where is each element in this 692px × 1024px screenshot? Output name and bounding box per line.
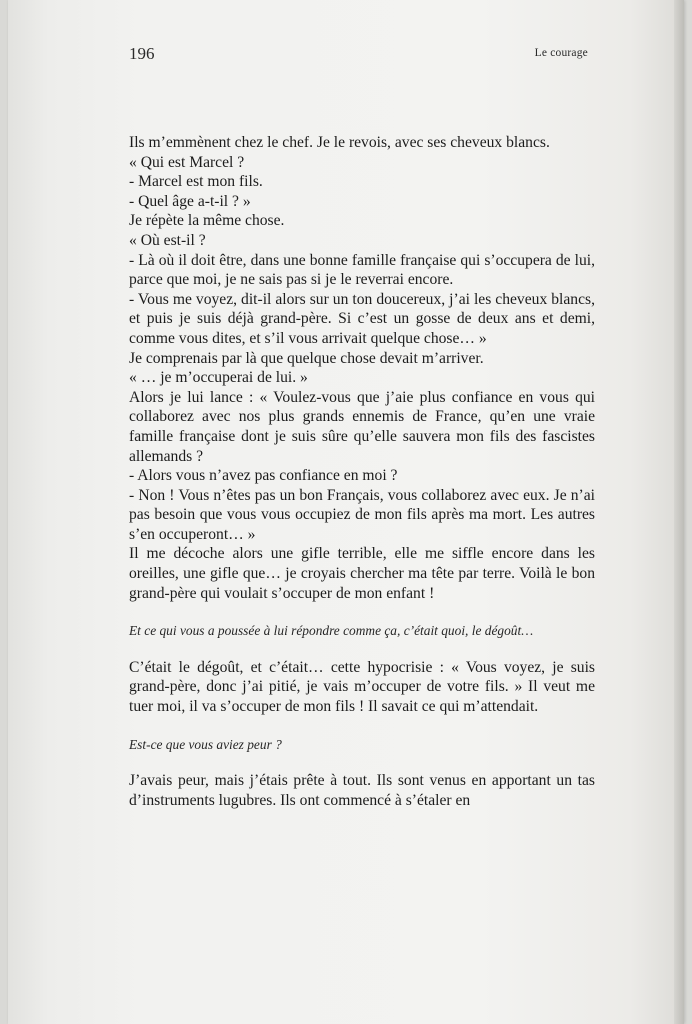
page-header [8,44,684,68]
dialogue-line: - Alors vous n’avez pas confiance en moi ? [129,467,398,485]
dialogue-line: « … je m’occuperai de lui. » [129,369,308,387]
dialogue-line: « Où est-il ? [129,231,206,249]
paragraph: Je comprenais par là que quelque chose devait m’arriver. [129,349,484,367]
paragraph: J’avais peur, mais j’étais prête à tout. Ils sont venus en apportant un tas d’instruments lugubres. Ils ont commencé à s’étaler en [129,772,595,809]
dialogue-line: - Marcel est mon fils. [129,173,263,191]
body-text [129,133,595,810]
paragraph: C’était le dégoût, et c’était… cette hypocrisie : « Vous voyez, je suis grand-père, donc j’ai pitié, je vais m’occuper de votre fils. » Il veut me tuer moi, il va s’occuper de mon fils ! Il savait ce qui m’attendait. [129,658,595,715]
page-edge [674,0,684,1024]
dialogue-line: - Vous me voyez, dit-il alors sur un ton doucereux, j’ai les cheveux blancs, et puis je suis déjà grand-père. Si c’est un gosse de deux ans et demi, comme vous dites, et s’il vous arrivait quelque chose… » [129,290,595,347]
dialogue-line: - Quel âge a-t-il ? » [129,192,251,210]
dialogue-line: « Qui est Marcel ? [129,153,245,171]
page-number: 196 [129,44,155,63]
paragraph: Je répète la même chose. [129,212,285,230]
book-page [8,0,684,1024]
paragraph: Il me décoche alors une gifle terrible, elle me siffle encore dans les oreilles, une gifle que… je croyais chercher ma tête par terre. Voilà le bon grand-père qui voulait s’occuper de mon enfant ! [129,545,595,602]
interviewer-question: Est-ce que vous aviez peur ? [129,736,282,752]
paragraph: Alors je lui lance : « Voulez-vous que j’aie plus confiance en vous qui collaborez avec nos plus grands ennemis de France, qu’en une vraie famille française dont je suis sûre qu’elle sauvera mon fils des fascistes allemands ? [129,388,595,465]
dialogue-line: - Là où il doit être, dans une bonne famille française qui s’occupera de lui, parce que moi, je ne sais pas si je le reverrai encore. [129,251,595,289]
paragraph: Ils m’emmènent chez le chef. Je le revois, avec ses cheveux blancs. [129,134,550,151]
dialogue-line: - Non ! Vous n’êtes pas un bon Français, vous collaborez avec eux. Je n’ai pas besoin que vous vous occupiez de mon fils après ma mort. Les autres s’en occuperont… » [129,486,595,543]
running-head: Le courage [534,47,588,59]
interviewer-question: Et ce qui vous a poussée à lui répondre comme ça, c’était quoi, le dégoût… [129,623,534,639]
